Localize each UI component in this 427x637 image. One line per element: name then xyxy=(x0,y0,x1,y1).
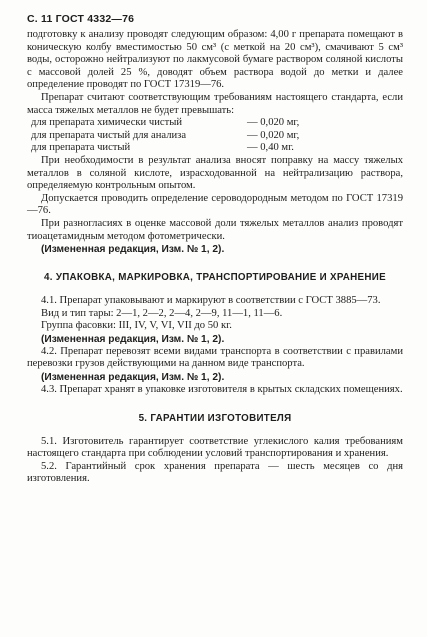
page-header: С. 11 ГОСТ 4332—76 xyxy=(27,13,135,25)
section-4-title: 4. УПАКОВКА, МАРКИРОВКА, ТРАНСПОРТИРОВАНИЕ И ХРАНЕНИЕ xyxy=(44,272,386,284)
limit-value: — 0,020 мг, xyxy=(247,129,300,141)
paragraph-packing-group: Группа фасовки: III, IV, V, VI, VII до 50 кг. xyxy=(41,320,232,332)
limit-value: — 0,40 мг. xyxy=(247,142,294,154)
limit-row xyxy=(27,117,403,130)
limit-label: для препарата химически чистый xyxy=(31,117,182,129)
revision-note: (Измененная редакция, Изм. № 1, 2). xyxy=(41,244,225,256)
paragraph-preparation: подготовку к анализу проводят следующим образом: 4,00 г препарата помещают в коническую колбу вместимостью 50 см³ (с меткой на 20 см³), смачивают 5 см³ воды, осторожно нейтрализуют по лакмусовой бумаге раствором соляной кислоты с массовой долей 25 %, доводят объем раствора водой до метки и далее определение проводят по ГОСТ 17319—76. xyxy=(27,29,403,91)
limit-row xyxy=(27,130,403,143)
limit-label: для препарата чистый xyxy=(31,142,131,154)
paragraph-4-1: 4.1. Препарат упаковывают и маркируют в соответствии с ГОСТ 3885—73. xyxy=(41,295,381,307)
paragraph-4-3: 4.3. Препарат хранят в упаковке изготовителя в крытых складских помещениях. xyxy=(41,384,403,396)
section-5-title: 5. ГАРАНТИИ ИЗГОТОВИТЕЛЯ xyxy=(138,412,292,424)
paragraph-container-types: Вид и тип тары: 2—1, 2—2, 2—4, 2—9, 11—1, 11—6. xyxy=(41,307,283,319)
limit-row xyxy=(27,142,403,155)
paragraph-correction: При необходимости в результат анализа вносят поправку на массу тяжелых металлов в соляной кислоте, израсходованной на нейтрализацию раствора, определяемую контрольным опытом. xyxy=(27,154,403,192)
paragraph-5-1: 5.1. Изготовитель гарантирует соответствие углекислого калия требованиям настоящего стандарта при соблюдении условий транспортирования и хранения. xyxy=(27,435,403,460)
limit-value: — 0,020 мг, xyxy=(247,117,300,129)
paragraph-hydrogen-sulfide: Допускается проводить определение сероводородным методом по ГОСТ 17319—76. xyxy=(27,192,403,217)
limits-list xyxy=(27,117,403,155)
revision-note: (Измененная редакция, Изм. № 1, 2). xyxy=(41,333,225,345)
paragraph-5-2: 5.2. Гарантийный срок хранения препарата — шесть месяцев со дня изготовления. xyxy=(27,460,403,485)
paragraph-disagreements: При разногласиях в оценке массовой доли тяжелых металлов анализ проводят тиоацетамидным методом фотометрически. xyxy=(27,217,403,242)
limit-label: для препарата чистый для анализа xyxy=(31,129,187,141)
revision-note: (Измененная редакция, Изм. № 1, 2). xyxy=(41,372,225,384)
paragraph-4-2: 4.2. Препарат перевозят всеми видами транспорта в соответствии с правилами перевозки грузов действующими на данном виде транспорта. xyxy=(27,345,403,370)
paragraph-requirements: Препарат считают соответствующим требованиям настоящего стандарта, если масса тяжелых металлов не будет превышать: xyxy=(27,91,403,116)
